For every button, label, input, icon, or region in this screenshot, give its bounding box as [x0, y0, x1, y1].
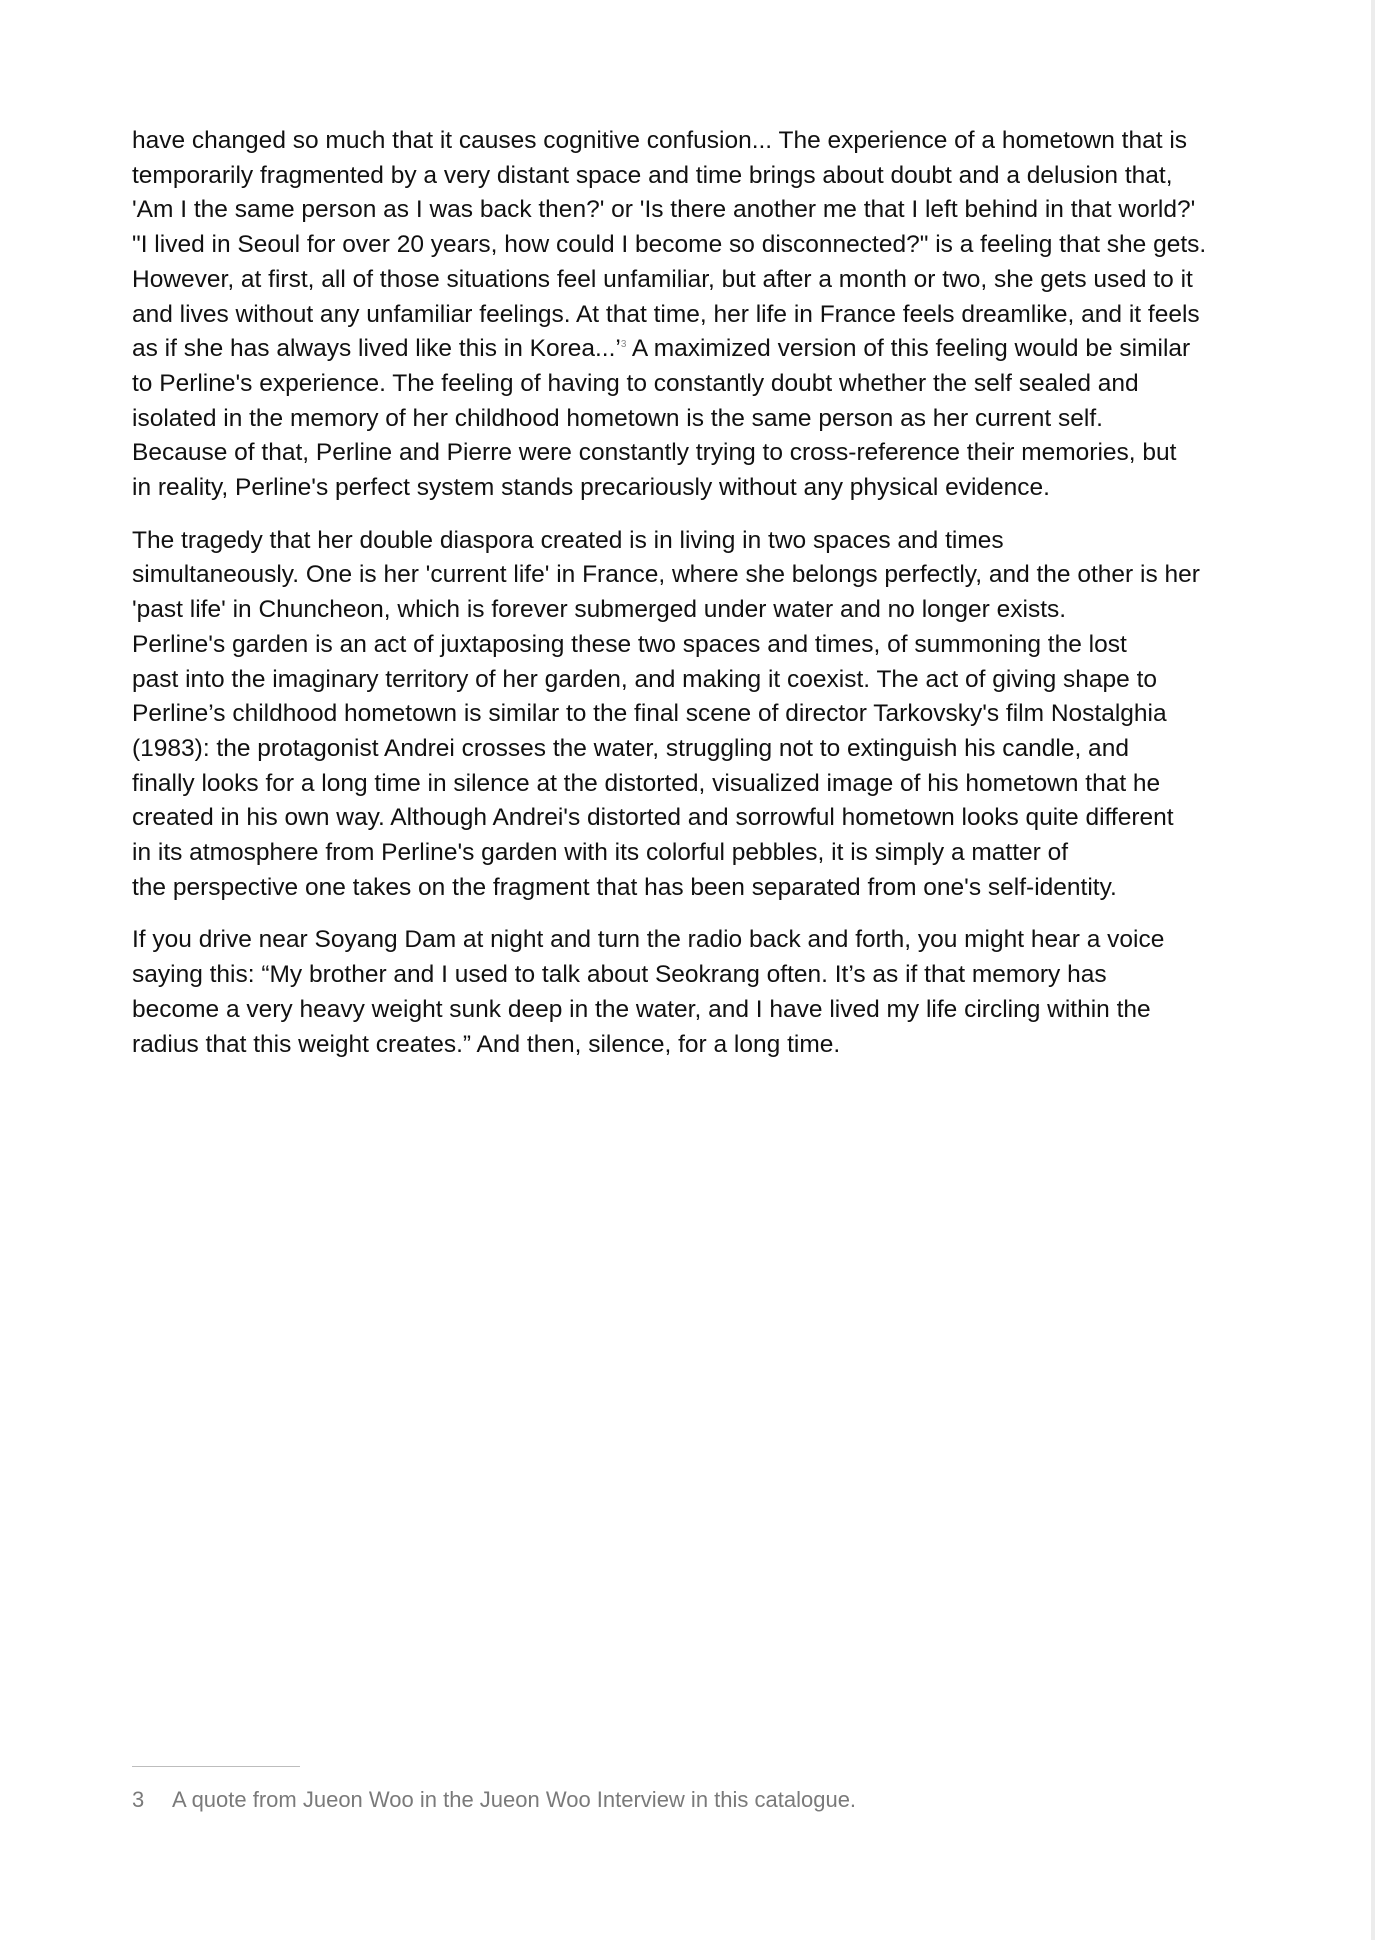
- text-line: saying this: “My brother and I used to talk about Seokrang often. It’s as if that memory has: [132, 961, 1107, 989]
- text-line: Perline's garden is an act of juxtaposing these two spaces and times, of summoning the lost: [132, 630, 1127, 658]
- footnote-reference[interactable]: 3: [620, 339, 627, 351]
- text-line: have changed so much that it causes cognitive confusion... The experience of a hometown that is: [132, 127, 1188, 154]
- text-line: past into the imaginary territory of her garden, and making it coexist. The act of giving shape to: [132, 665, 1158, 693]
- text-line: in its atmosphere from Perline's garden with its colorful pebbles, it is simply a matter of: [132, 839, 1069, 867]
- text-line: created in his own way. Although Andrei's distorted and sorrowful hometown looks quite different: [132, 804, 1174, 832]
- text-line: simultaneously. One is her 'current life' in France, where she belongs perfectly, and the other is her: [132, 561, 1200, 589]
- footnote: [132, 1786, 856, 1814]
- footnote-text: A quote from Jueon Woo in the Jueon Woo Interview in this catalogue.: [172, 1787, 857, 1812]
- paragraph-2: [132, 524, 1252, 906]
- page-edge-shadow: [1371, 0, 1375, 1940]
- paragraph-3: [132, 923, 1252, 1062]
- text-line: in reality, Perline's perfect system stands precariously without any physical evidence.: [132, 474, 1050, 502]
- text-line: and lives without any unfamiliar feelings. At that time, her life in France feels dreamlike, and it feels: [132, 300, 1200, 328]
- body-text: [132, 124, 1252, 1080]
- text-line: radius that this weight creates.” And then, silence, for a long time.: [132, 1030, 841, 1058]
- text-line: Because of that, Perline and Pierre were constantly trying to cross-reference their memories, but: [132, 439, 1177, 467]
- text-line: finally looks for a long time in silence at the distorted, visualized image of his hometown that he: [132, 769, 1161, 797]
- text-line: The tragedy that her double diaspora created is in living in two spaces and times: [132, 526, 1004, 554]
- text-line: (1983): the protagonist Andrei crosses the water, struggling not to extinguish his candle, and: [132, 734, 1129, 762]
- paragraph-1: [132, 124, 1252, 506]
- text-line: 'Am I the same person as I was back then?' or 'Is there another me that I left behind in that world?': [132, 196, 1196, 224]
- text-line: temporarily fragmented by a very distant space and time brings about doubt and a delusion that,: [132, 161, 1173, 189]
- text-line: isolated in the memory of her childhood hometown is the same person as her current self.: [132, 404, 1103, 432]
- footnote-divider: [132, 1766, 300, 1767]
- text-line: However, at first, all of those situations feel unfamiliar, but after a month or two, she gets used to it: [132, 265, 1193, 293]
- footnote-number: 3: [132, 1787, 145, 1812]
- text-line: become a very heavy weight sunk deep in the water, and I have lived my life circling within the: [132, 995, 1151, 1023]
- text-segment: as if she has always lived like this in Korea...’: [132, 335, 621, 363]
- text-line: to Perline's experience. The feeling of having to constantly doubt whether the self sealed and: [132, 369, 1139, 397]
- text-line: If you drive near Soyang Dam at night and turn the radio back and forth, you might hear a voice: [132, 926, 1165, 954]
- text-line-with-footnote: [132, 332, 1252, 367]
- text-line: the perspective one takes on the fragment that has been separated from one's self-identity.: [132, 873, 1117, 901]
- text-line: "I lived in Seoul for over 20 years, how could I become so disconnected?" is a feeling that she gets.: [132, 231, 1207, 259]
- text-line: 'past life' in Chuncheon, which is forever submerged under water and no longer exists.: [132, 596, 1067, 624]
- text-segment: A maximized version of this feeling would be similar: [626, 335, 1191, 363]
- text-line: Perline’s childhood hometown is similar to the final scene of director Tarkovsky's film Nostalghia: [132, 700, 1167, 728]
